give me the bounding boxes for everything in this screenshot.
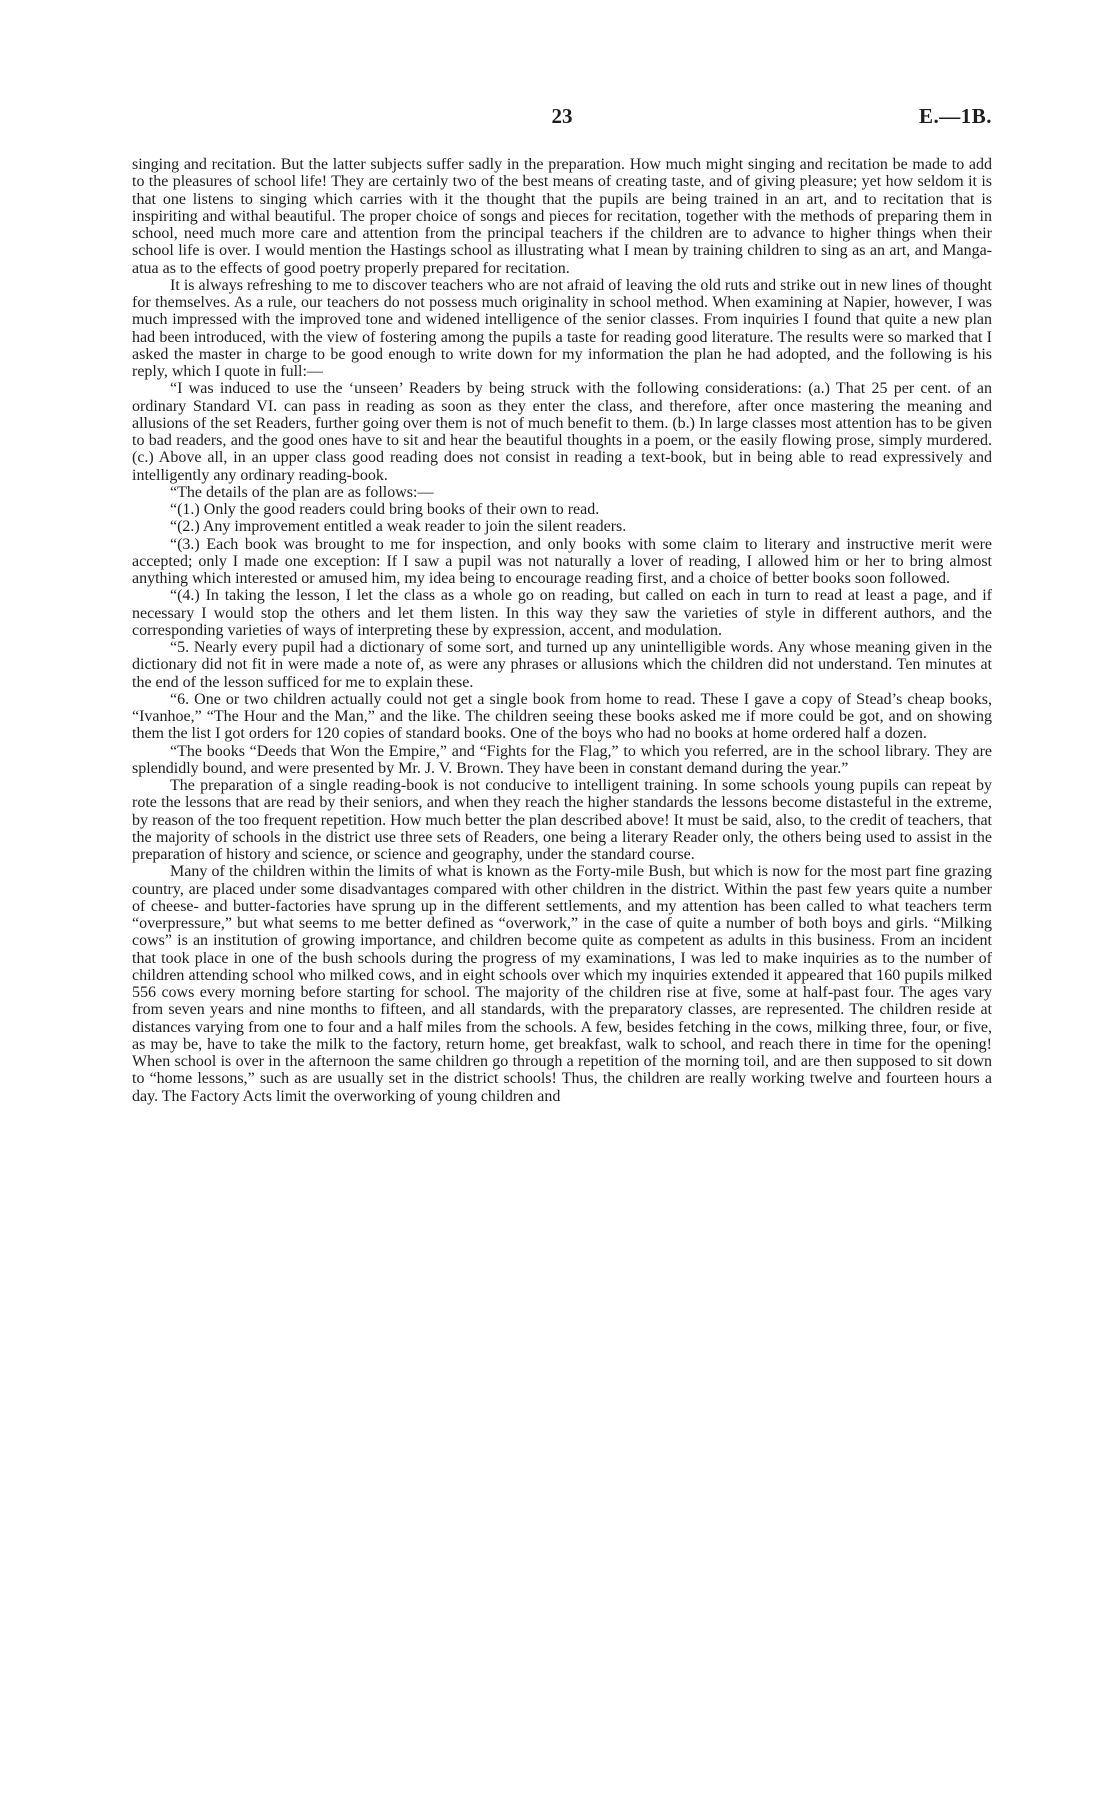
document-reference: E.—1B.: [918, 104, 992, 128]
body-text: [132, 156, 992, 1105]
quoted-list-item: “(1.) Only the good readers could bring books of their own to read.: [170, 501, 600, 518]
paragraph: It is always refreshing to me to discover teachers who are not afraid of leaving the old ruts and strike out in new lines of thought for themselves. As a rule, our teachers do not possess much originality in school method. When examining at Napier, however, I was much impressed with the improved tone and widened intelligence of the senior classes. From inquiries I found that quite a new plan had been introduced, with the view of fostering among the pupils a taste for reading good literature. The results were so marked that I asked the master in charge to be good enough to write down for my information the plan he had adopted, and the following is his reply, which I quote in full:—: [132, 276, 992, 380]
quoted-paragraph: “The books “Deeds that Won the Empire,” and “Fights for the Flag,” to which you referred, are in the school library. They are splendidly bound, and were presented by Mr. J. V. Brown. They have been in constant demand during the year.”: [132, 742, 992, 777]
quoted-list-item: “(3.) Each book was brought to me for inspection, and only books with some claim to literary and instructive merit were accepted; only I made one exception: If I saw a pupil was not naturally a lover of reading, I allowed him or her to bring almost anything which interested or amused him, my idea being to encourage reading first, and a choice of better books soon followed.: [132, 535, 992, 587]
quoted-list-item: “6. One or two children actually could not get a single book from home to read. These I gave a copy of Stead’s cheap books, “Ivanhoe,” “The Hour and the Man,” and the like. The children seeing these books asked me if more could be got, and on showing them the list I got orders for 120 copies of standard books. One of the boys who had no books at home ordered half a dozen.: [132, 690, 992, 743]
quoted-paragraph: “The details of the plan are as follows:—: [170, 483, 434, 501]
quoted-list-item: “5. Nearly every pupil had a dictionary of some sort, and turned up any unintelligible words. Any whose meaning given in the dictionary did not fit in were made a note of, as were any phrases or allusions which the children did not understand. Ten minutes at the end of the lesson sufficed for me to explain these.: [132, 639, 992, 691]
quoted-list-item: “(2.) Any improvement entitled a weak reader to join the silent readers.: [170, 518, 627, 536]
page-number: 23: [551, 104, 573, 128]
paragraph: The preparation of a single reading-book is not conducive to intelligent training. In some schools young pupils can repeat by rote the lessons that are read by their seniors, and when they reach the higher standards the lessons become distasteful in the extreme, by reason of the too frequent repetition. How much better the plan described above! It must be said, also, to the credit of teachers, that the majority of schools in the district use three sets of Readers, one being a literary Reader only, the others being used to assist in the preparation of history and science, or science and geography, under the standard course.: [132, 777, 992, 863]
quoted-list-item: “(4.) In taking the lesson, I let the class as a whole go on reading, but called on each in turn to read at least a page, and if necessary I would stop the others and let them listen. In this way they saw the varieties of style in different authors, and the corresponding varieties of ways of interpreting these by expression, accent, and modulation.: [132, 587, 992, 639]
paragraph: Many of the children within the limits of what is known as the Forty-mile Bush, but which is now for the most part fine grazing country, are placed under some disadvantages compared with other children in the district. Within the past few years quite a number of cheese- and butter-factories have sprung up in the different settlements, and my attention has been called to what teachers term “overpressure,” but what seems to me better defined as “overwork,” in the case of quite a number of both boys and girls. “Milking cows” is an institution of growing importance, and children become quite as competent as adults in this business. From an incident that took place in one of the bush schools during the progress of my examinations, I was led to make inquiries as to the number of children attending school who milked cows, and in eight schools over which my inquiries extended it appeared that 160 pupils milked 556 cows every morning before starting for school. The majority of the children rise at five, some at half-past four. The ages vary from seven years and nine months to fifteen, and all standards, with the preparatory classes, are represented. The children reside at distances varying from one to four and a half miles from the schools. A few, besides fetching in the cows, milking three, four, or five, as may be, have to take the milk to the factory, return home, get breakfast, walk to school, and reach there in time for the opening! When school is over in the afternoon the same children go through a repetition of the morning toil, and are then supposed to sit down to “home lessons,” such as are usually set in the district schools! Thus, the children are really working twelve and fourteen hours a day. The Factory Acts limit the overworking of young children and: [132, 863, 992, 1105]
quoted-paragraph: “I was induced to use the ‘unseen’ Readers by being struck with the following considerations: (a.) That 25 per cent. of an ordinary Standard VI. can pass in reading as soon as they enter the class, and therefore, after once mastering the meaning and allusions of the set Readers, further going over them is not of much benefit to them. (b.) In large classes most attention has to be given to bad readers, and the good ones have to sit and hear the beautiful thoughts in a poem, or the easily flowing prose, simply murdered. (c.) Above all, in an upper class good reading does not consist in reading a text-book, but in being able to read expressively and intelligently any ordinary reading-book.: [132, 380, 992, 484]
paragraph: singing and recitation. But the latter subjects suffer sadly in the preparation. How much might singing and recitation be made to add to the pleasures of school life! They are certainly two of the best means of creating taste, and of giving pleasure; yet how seldom it is that one listens to singing which carries with it the thought that the pupils are being trained in an art, and to recitation that is inspiriting and withal beautiful. The proper choice of songs and pieces for recitation, together with the methods of preparing them in school, need much more care and attention from the principal teachers if the children are to advance to higher things when their school life is over. I would mention the Hastings school as illustrating what I mean by training children to sing as an art, and Manga-atua as to the effects of good poetry properly prepared for recitation.: [132, 156, 992, 277]
page-header: [132, 104, 992, 132]
